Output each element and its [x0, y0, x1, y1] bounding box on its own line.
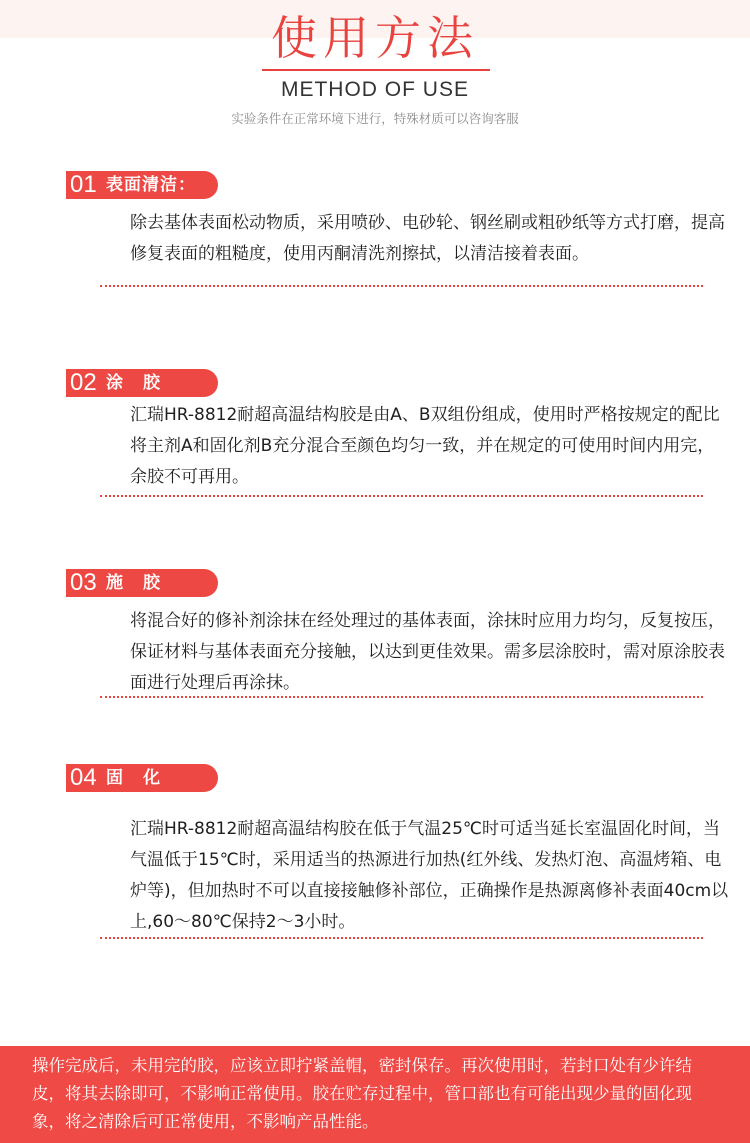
step-tag: [66, 764, 218, 792]
step-label: 固化: [106, 768, 180, 788]
step-number: 01: [70, 171, 97, 198]
step-label: 施胶: [106, 573, 180, 593]
step-description: 汇瑞HR-8812耐超高温结构胶在低于气温25℃时可适当延长室温固化时间，当气温低于15℃时，采用适当的热源进行加热(红外线、发热灯泡、高温烤箱、电炉等)，但加热时不可以直接接触修补部位，正确操作是热源离修补表面40cm以上,60～80℃保持2～3小时。: [130, 819, 729, 932]
step-number: 03: [70, 569, 97, 596]
dotted-divider: [100, 696, 703, 698]
step-number: 04: [70, 764, 97, 791]
step-number: 02: [70, 369, 97, 396]
step-description: 汇瑞HR-8812耐超高温结构胶是由A、B双组份组成，使用时严格按规定的配比将主剂A和固化剂B充分混合至颜色均匀一致，并在规定的可使用时间内用完，余胶不可再用。: [130, 405, 720, 487]
storage-notice: [0, 1046, 750, 1143]
page-title-english: METHOD OF USE: [280, 78, 469, 101]
step-tag: [66, 369, 218, 397]
page-subtitle: 实验条件在正常环境下进行，特殊材质可以咨询客服: [231, 111, 519, 126]
step-description: 将混合好的修补剂涂抹在经处理过的基体表面，涂抹时应用力均匀，反复按压，保证材料与基体表面充分接触，以达到更佳效果。需多层涂胶时，需对原涂胶表面进行处理后再涂抹。: [130, 611, 725, 693]
step-label: 涂胶: [106, 373, 180, 393]
step-label: 表面清洁：: [106, 175, 196, 195]
page-title: 使用方法: [271, 11, 479, 65]
dotted-divider: [100, 495, 703, 497]
step-description: 除去基体表面松动物质，采用喷砂、电砂轮、钢丝刷或粗砂纸等方式打磨，提高修复表面的粗糙度，使用丙酮清洗剂擦拭，以清洁接着表面。: [130, 213, 725, 264]
step-tag: [66, 171, 218, 199]
step-tag: [66, 569, 218, 597]
dotted-divider: [100, 285, 703, 287]
dotted-divider: [100, 937, 703, 939]
storage-notice-text: 操作完成后，未用完的胶，应该立即拧紧盖帽，密封保存。再次使用时，若封口处有少许结皮，将其去除即可，不影响正常使用。胶在贮存过程中，管口部也有可能出现少量的固化现象，将之清除后可正常使用，不影响产品性能。: [32, 1056, 692, 1131]
title-divider: [262, 69, 490, 71]
